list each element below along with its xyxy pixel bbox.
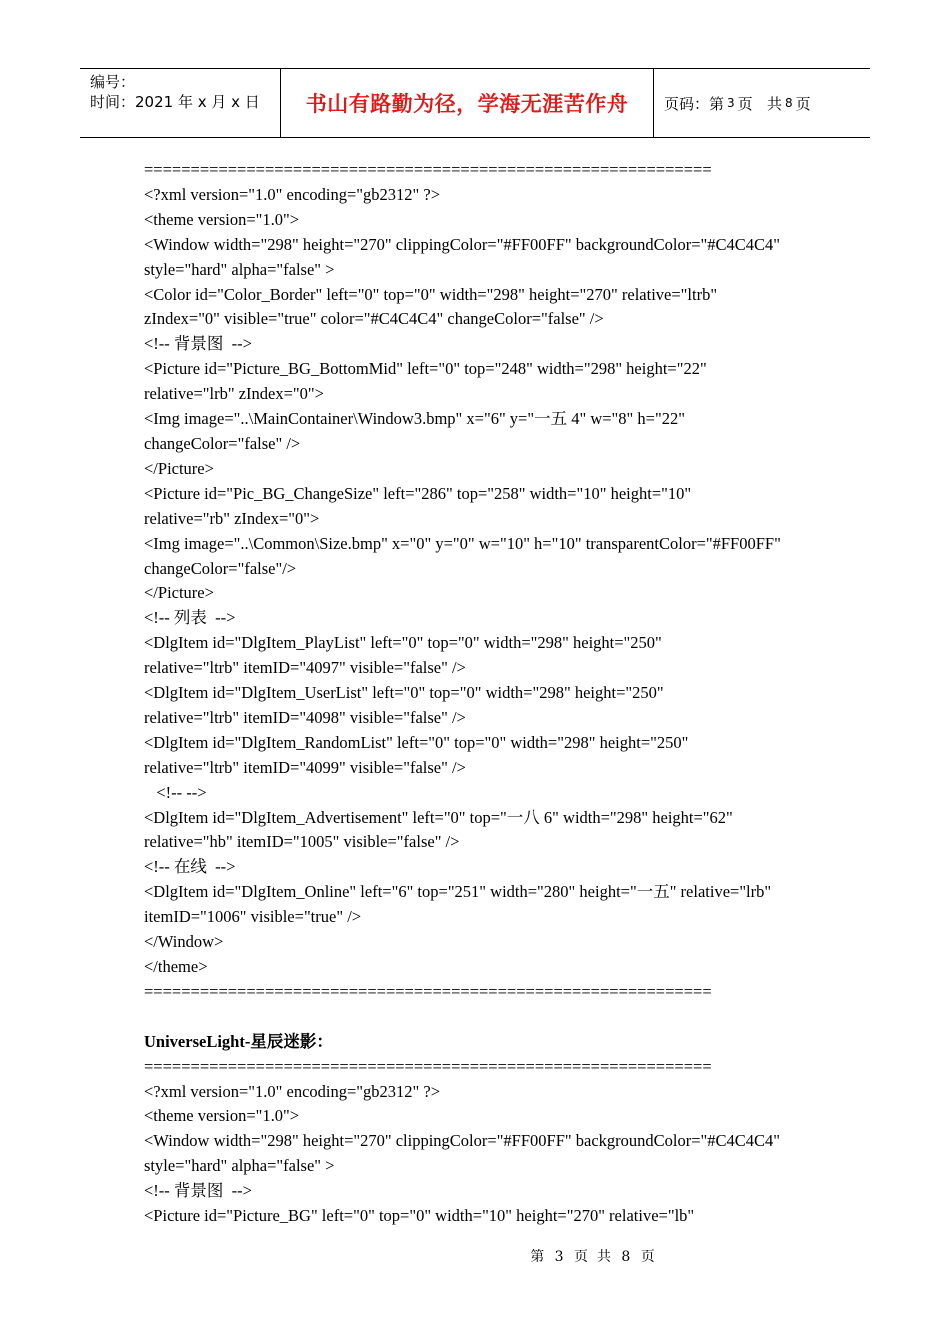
- code-line: zIndex="0" visible="true" color="#C4C4C4" changeColor="false" />: [144, 309, 604, 329]
- code-line: relative="ltrb" itemID="4098" visible="false" />: [144, 707, 466, 727]
- code-line: <Color id="Color_Border" left="0" top="0" width="298" height="270" relative="ltrb": [144, 284, 718, 304]
- code-line: <theme version="1.0">: [144, 1106, 300, 1126]
- code-line: relative="hb" itemID="1005" visible="false" />: [144, 832, 460, 852]
- page-current: 3: [727, 96, 735, 110]
- code-line: <Picture id="Picture_BG_BottomMid" left="0" top="248" width="298" height="22": [144, 359, 707, 379]
- code-line: changeColor="false" />: [144, 433, 301, 453]
- code-line: <DlgItem id="DlgItem_Online" left="6" top="251" width="280" height="一五" relative="lrb": [144, 882, 772, 902]
- motto: 书山有路勤为径，学海无涯苦作舟: [305, 92, 629, 116]
- page-total: 8: [784, 96, 793, 110]
- code-line: relative="ltrb" itemID="4097" visible="false" />: [144, 658, 466, 678]
- code-line: <!-- -->: [144, 782, 207, 802]
- section-heading: UniverseLight-星辰迷影：: [144, 1031, 333, 1051]
- code-line: relative="lrb" zIndex="0">: [144, 384, 324, 404]
- document-body: [144, 158, 824, 1229]
- header-motto-cell: [281, 69, 654, 137]
- code-line: <theme version="1.0">: [144, 209, 300, 229]
- number-label: 编号：: [90, 73, 136, 91]
- separator-line: =============================================================: [144, 981, 712, 1001]
- code-line: changeColor="false"/>: [144, 558, 297, 578]
- code-line: <!-- 在线 -->: [144, 857, 236, 877]
- code-line: relative="ltrb" itemID="4099" visible="false" />: [144, 757, 466, 777]
- code-line: <DlgItem id="DlgItem_PlayList" left="0" top="0" width="298" height="250": [144, 633, 662, 653]
- code-line: <!-- 背景图 -->: [144, 1181, 252, 1201]
- code-line: <!-- 列表 -->: [144, 608, 236, 628]
- code-line: itemID="1006" visible="true" />: [144, 907, 362, 927]
- footer-current: 3: [554, 1249, 564, 1265]
- code-line: <Window width="298" height="270" clippingColor="#FF00FF" backgroundColor="#C4C4C4": [144, 234, 781, 254]
- code-line: <Window width="298" height="270" clippingColor="#FF00FF" backgroundColor="#C4C4C4": [144, 1131, 781, 1151]
- code-line: <Img image="..\MainContainer\Window3.bmp" x="6" y="一五 4" w="8" h="22": [144, 409, 685, 429]
- page-header: [80, 68, 870, 138]
- footer-suffix: 页: [640, 1249, 655, 1265]
- code-line: </Picture>: [144, 458, 214, 478]
- time-label: 时间：2021 年 x 月 x 日: [90, 93, 260, 111]
- page-mid: 页 共: [737, 94, 782, 113]
- footer-total: 8: [621, 1249, 631, 1265]
- separator-line: =============================================================: [144, 160, 712, 179]
- code-line: <?xml version="1.0" encoding="gb2312" ?>: [144, 1081, 441, 1101]
- code-line: <Picture id="Pic_BG_ChangeSize" left="286" top="258" width="10" height="10": [144, 483, 692, 503]
- code-line: <Img image="..\Common\Size.bmp" x="0" y="0" w="10" h="10" transparentColor="#FF00FF": [144, 533, 781, 553]
- separator-line: =============================================================: [144, 1056, 712, 1076]
- code-line: <!-- 背景图 -->: [144, 334, 252, 354]
- code-line: <DlgItem id="DlgItem_UserList" left="0" top="0" width="298" height="250": [144, 683, 664, 703]
- page-prefix: 页码：第: [664, 94, 725, 113]
- page-suffix: 页: [795, 94, 811, 113]
- code-line: <DlgItem id="DlgItem_RandomList" left="0" top="0" width="298" height="250": [144, 732, 689, 752]
- code-line: </Picture>: [144, 583, 214, 603]
- footer-mid: 页 共: [574, 1249, 611, 1265]
- header-page-cell: [654, 69, 870, 137]
- header-info-cell: [80, 69, 281, 137]
- code-line: relative="rb" zIndex="0">: [144, 508, 320, 528]
- footer-prefix: 第: [530, 1249, 545, 1265]
- code-line: [144, 1005, 824, 1030]
- code-line: </theme>: [144, 957, 208, 976]
- page-footer: [0, 1246, 950, 1266]
- code-line: <DlgItem id="DlgItem_Advertisement" left="0" top="一八 6" width="298" height="62": [144, 807, 733, 827]
- code-line: </Window>: [144, 932, 224, 952]
- code-line: <Picture id="Picture_BG" left="0" top="0" width="10" height="270" relative="lb": [144, 1206, 695, 1226]
- code-line: <?xml version="1.0" encoding="gb2312" ?>: [144, 184, 441, 204]
- code-line: style="hard" alpha="false" >: [144, 259, 335, 279]
- code-line: style="hard" alpha="false" >: [144, 1156, 335, 1176]
